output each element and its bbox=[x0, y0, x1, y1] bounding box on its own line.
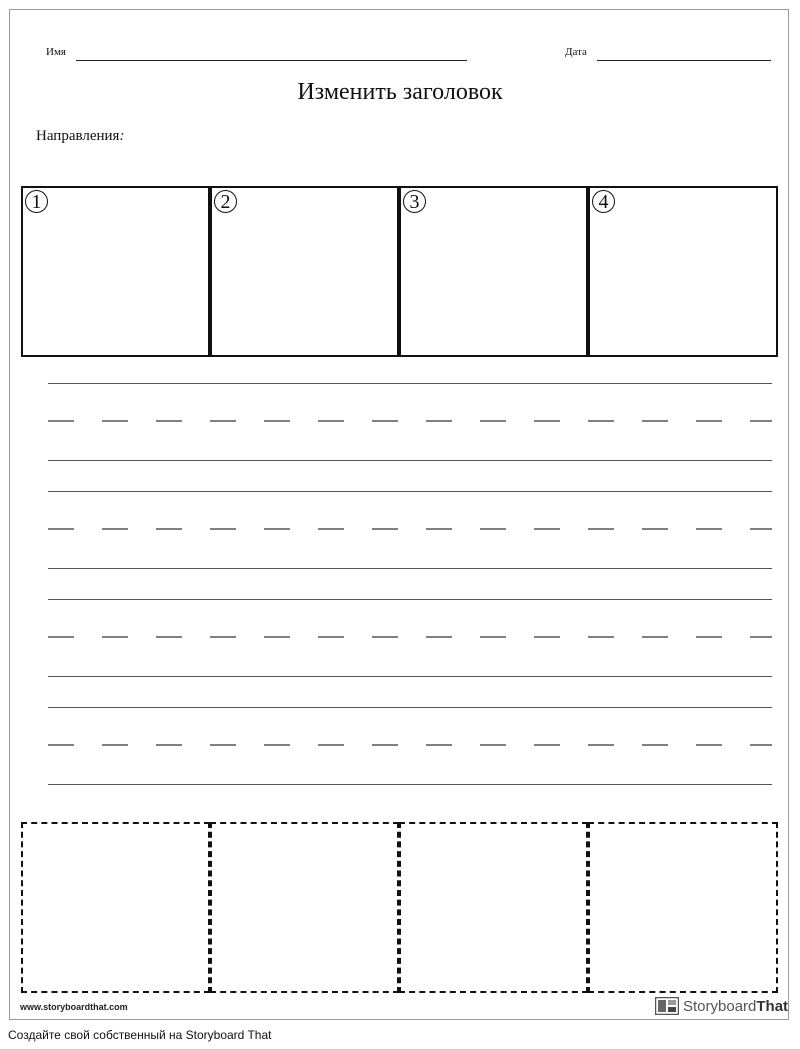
storyboard-panel-3 bbox=[399, 186, 588, 357]
writing-line-base bbox=[48, 568, 772, 569]
footer-url: www.storyboardthat.com bbox=[20, 1002, 128, 1012]
storyboard-panel-2 bbox=[210, 186, 399, 357]
dashed-box-4 bbox=[588, 822, 778, 993]
logo-word-storyboard: Storyboard bbox=[683, 997, 757, 1015]
storyboard-caption: Создайте свой собственный на Storyboard That bbox=[8, 1028, 272, 1042]
date-line bbox=[597, 60, 771, 61]
panel-number-4: 4 bbox=[592, 190, 615, 213]
writing-line-top bbox=[48, 491, 772, 492]
dashed-box-3 bbox=[399, 822, 588, 993]
directions-colon: : bbox=[119, 128, 125, 144]
page-title: Изменить заголовок bbox=[297, 79, 503, 105]
logo-word-that: That bbox=[756, 997, 789, 1015]
logo-text bbox=[683, 998, 788, 1015]
directions-text: Направления bbox=[36, 128, 120, 144]
storyboard-panel-1 bbox=[21, 186, 210, 357]
name-label: Имя bbox=[46, 46, 66, 58]
writing-line-top bbox=[48, 599, 772, 600]
writing-line-base bbox=[48, 676, 772, 677]
directions-label bbox=[36, 128, 124, 145]
panel-number-2: 2 bbox=[214, 190, 237, 213]
dashed-box-1 bbox=[21, 822, 210, 993]
writing-line-dashed bbox=[48, 635, 772, 639]
writing-line-dashed bbox=[48, 743, 772, 747]
writing-line-base bbox=[48, 460, 772, 461]
worksheet-page bbox=[9, 9, 789, 1020]
name-line bbox=[76, 60, 467, 61]
writing-line-base bbox=[48, 784, 772, 785]
panel-number-1: 1 bbox=[25, 190, 48, 213]
storyboard-panel-4 bbox=[588, 186, 778, 357]
panel-number-3: 3 bbox=[403, 190, 426, 213]
writing-line-top bbox=[48, 383, 772, 384]
storyboardthat-logo bbox=[655, 995, 788, 1017]
storyboard-that-logo-icon bbox=[655, 997, 679, 1015]
dashed-box-2 bbox=[210, 822, 399, 993]
date-label: Дата bbox=[565, 46, 587, 58]
writing-line-top bbox=[48, 707, 772, 708]
writing-line-dashed bbox=[48, 527, 772, 531]
writing-line-dashed bbox=[48, 419, 772, 423]
